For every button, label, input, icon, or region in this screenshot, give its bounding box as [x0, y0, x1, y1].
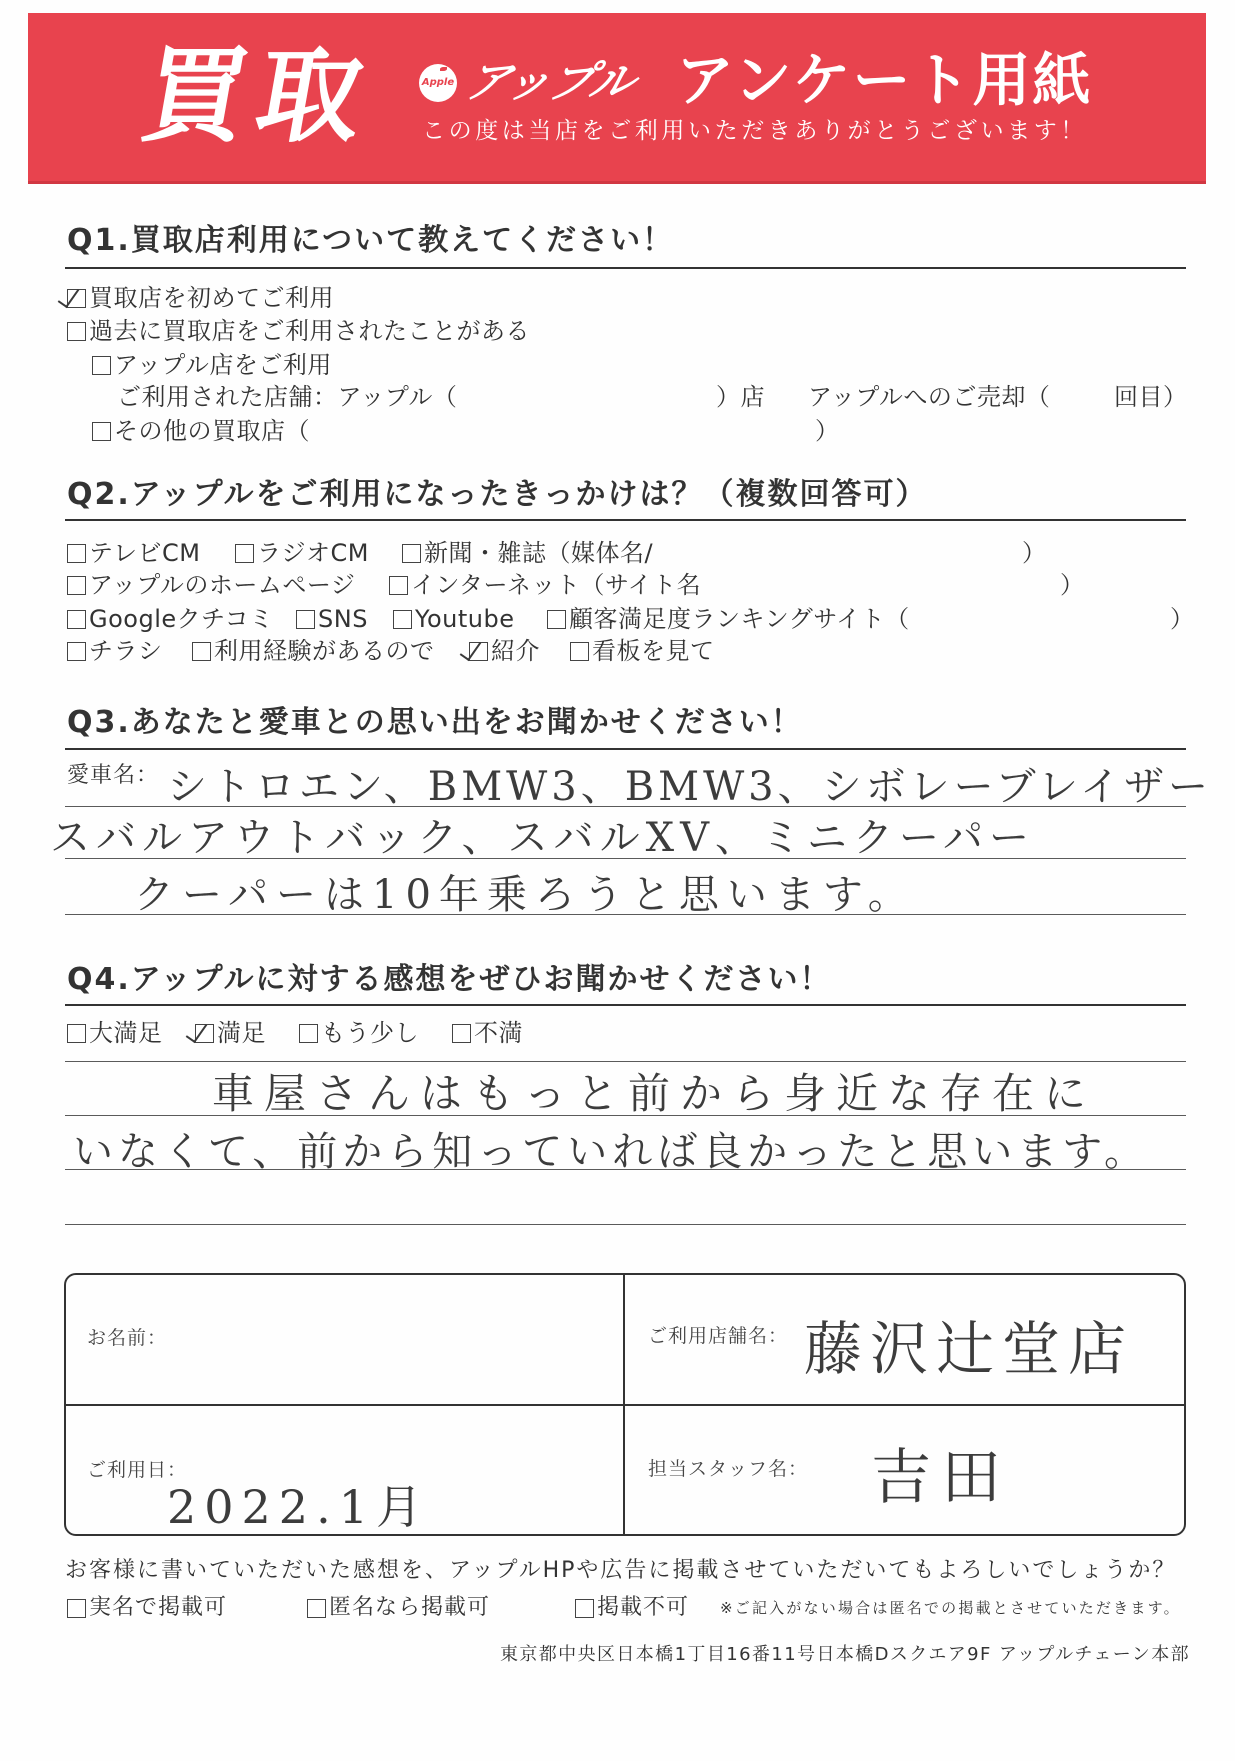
checkbox[interactable] [92, 356, 111, 375]
option-label: 買取店を初めてご利用 [89, 284, 334, 312]
q2-heading: Q2.アップルをご利用になったきっかけは？（複数回答可） [67, 477, 928, 512]
checkbox[interactable] [299, 1024, 318, 1043]
option-label: 顧客満足度ランキングサイト（ [569, 605, 910, 633]
newspaper-close: ） [1022, 539, 1047, 567]
store-cell [625, 1275, 1184, 1404]
q3-heading: Q3.あなたと愛車との思い出をお聞かせください！ [67, 705, 803, 740]
q1-divider [65, 267, 1186, 269]
q3-divider [65, 748, 1186, 750]
answer-rule [65, 1224, 1186, 1225]
store-label: ご利用店舗名： [648, 1325, 789, 1347]
checkbox[interactable] [452, 1024, 471, 1043]
ranking-close: ） [1170, 605, 1195, 633]
checkbox[interactable] [575, 1599, 594, 1618]
option-homepage[interactable] [67, 573, 355, 597]
checkbox[interactable] [296, 610, 315, 629]
customer-info-box [64, 1273, 1186, 1536]
staff-label: 担当スタッフ名： [648, 1458, 809, 1480]
option-apple-store[interactable] [92, 353, 332, 377]
q1-heading: Q1.買取店利用について教えてください！ [67, 223, 675, 258]
option-label: 新聞・雑誌（媒体名/ [424, 539, 654, 567]
checkbox[interactable] [195, 1024, 214, 1043]
option-label: テレビCM [89, 539, 201, 567]
consent-question: お客様に書いていただいた感想を、アップルHPや広告に掲載させていただいてもよろしいでしょうか？ [65, 1558, 1177, 1583]
q2-divider [65, 519, 1186, 521]
option-label: 実名で掲載可 [89, 1595, 228, 1620]
checkbox[interactable] [307, 1599, 326, 1618]
other-store-close: ） [815, 417, 840, 445]
checkbox[interactable] [192, 642, 211, 661]
option-label: その他の買取店（ [114, 417, 310, 445]
answer-rule [65, 858, 1186, 859]
staff-value: 吉田 [871, 1443, 1011, 1513]
answer-rule [65, 806, 1186, 807]
checkbox[interactable] [67, 322, 86, 341]
checkbox[interactable] [67, 610, 86, 629]
answer-rule [65, 1169, 1186, 1170]
option-label: 過去に買取店をご利用されたことがある [89, 317, 530, 345]
footer-address: 東京都中央区日本橋1丁目16番11号日本橋Dスクエア9F アップルチェーン本部 [499, 1644, 1190, 1665]
form-subtitle: この度は当店をご利用いただきありがとうございます！ [422, 118, 1087, 144]
option-not-allowed[interactable] [575, 1597, 689, 1619]
option-other-store[interactable] [92, 419, 310, 443]
option-flyer[interactable] [67, 639, 163, 663]
option-signboard[interactable] [570, 639, 715, 663]
option-label: 利用経験があるので [214, 637, 435, 665]
option-past-use[interactable] [67, 319, 530, 343]
option-label: 匿名なら掲載可 [329, 1595, 491, 1620]
car-name-label: 愛車名： [67, 763, 160, 788]
option-label: 看板を見て [592, 637, 715, 665]
handwritten-answer-line: シトロエン、BMW3、BMW3、シボレーブレイザー [167, 764, 1213, 810]
option-label: SNS [318, 605, 368, 633]
option-somewhat[interactable] [299, 1021, 419, 1045]
date-cell [66, 1406, 623, 1534]
option-label: アップルのホームページ [89, 571, 356, 599]
checkbox[interactable] [402, 544, 421, 563]
checkbox[interactable] [67, 642, 86, 661]
option-label: チラシ [89, 637, 163, 665]
option-first-time-use[interactable] [67, 286, 334, 310]
name-cell [66, 1275, 623, 1404]
option-referral[interactable] [469, 639, 540, 663]
option-label: Googleクチコミ [89, 605, 274, 633]
option-ranking-site[interactable] [547, 607, 910, 631]
store-used-label: ご利用された店舗：アップル（ [117, 383, 458, 411]
option-tv-cm[interactable] [67, 541, 201, 565]
checkbox[interactable] [469, 642, 488, 661]
checkbox[interactable] [393, 610, 412, 629]
consent-note: ※ご記入がない場合は匿名での掲載とさせていただきます。 [720, 1599, 1181, 1617]
option-radio-cm[interactable] [235, 541, 369, 565]
name-label: お名前： [87, 1327, 168, 1349]
sale-count-suffix: 回目） [1114, 383, 1188, 411]
option-label: 掲載不可 [597, 1595, 690, 1620]
checkbox[interactable] [67, 1599, 86, 1618]
option-internet[interactable] [389, 573, 701, 597]
option-youtube[interactable] [393, 607, 515, 631]
option-satisfied[interactable] [195, 1021, 266, 1045]
option-label: インターネット（サイト名 [411, 571, 702, 599]
header-banner [28, 13, 1206, 184]
answer-rule [65, 1115, 1186, 1116]
apple-logo-icon: Apple [419, 64, 457, 102]
sale-count-label: アップルへのご売却（ [808, 383, 1051, 411]
store-used-suffix: ）店 [716, 383, 765, 411]
kaitori-logo: 買取 [133, 35, 383, 157]
option-newspaper[interactable] [402, 541, 653, 565]
checkbox[interactable] [547, 610, 566, 629]
checkbox[interactable] [389, 576, 408, 595]
checkbox[interactable] [67, 576, 86, 595]
option-anonymous-ok[interactable] [307, 1597, 490, 1619]
internet-close: ） [1060, 571, 1085, 599]
option-label: もう少し [321, 1019, 419, 1047]
option-label: Youtube [415, 605, 515, 633]
handwritten-answer-line: いなくて、前から知っていれば良かったと思います。 [73, 1129, 1149, 1175]
checkbox[interactable] [235, 544, 254, 563]
option-label: 満足 [217, 1019, 266, 1047]
option-sns[interactable] [296, 607, 368, 631]
option-label: アップル店をご利用 [114, 351, 332, 379]
q4-heading: Q4.アップルに対する感想をぜひお聞かせください！ [67, 962, 832, 997]
handwritten-answer-line: 車屋さんはもっと前から身近な存在に [212, 1069, 1097, 1118]
option-past-experience[interactable] [192, 639, 435, 663]
checkbox[interactable] [67, 1024, 86, 1043]
date-label: ご利用日： [87, 1459, 188, 1481]
checkbox[interactable] [67, 544, 86, 563]
checkbox[interactable] [67, 289, 86, 308]
brand-name: アップル [459, 57, 640, 108]
q4-divider [65, 1004, 1186, 1006]
option-label: 紹介 [491, 637, 540, 665]
answer-rule [65, 1061, 1186, 1062]
handwritten-answer-line: スバルアウトバック、スバルXV、ミニクーパー [50, 815, 1035, 861]
checkbox[interactable] [570, 642, 589, 661]
form-title: アンケート用紙 [676, 46, 1093, 114]
date-value: 2022.1月 [167, 1480, 430, 1534]
option-dissatisfied[interactable] [452, 1021, 523, 1045]
staff-cell [625, 1406, 1184, 1534]
handwritten-answer-line: クーパーは10年乗ろうと思います。 [134, 872, 916, 918]
option-real-name-ok[interactable] [67, 1597, 227, 1619]
answer-rule [65, 914, 1186, 915]
option-very-satisfied[interactable] [67, 1021, 163, 1045]
option-label: ラジオCM [257, 539, 369, 567]
option-label: 大満足 [89, 1019, 163, 1047]
checkbox[interactable] [92, 422, 111, 441]
store-value: 藤沢辻堂店 [804, 1315, 1135, 1383]
option-label: 不満 [474, 1019, 523, 1047]
option-google-reviews[interactable] [67, 607, 274, 631]
